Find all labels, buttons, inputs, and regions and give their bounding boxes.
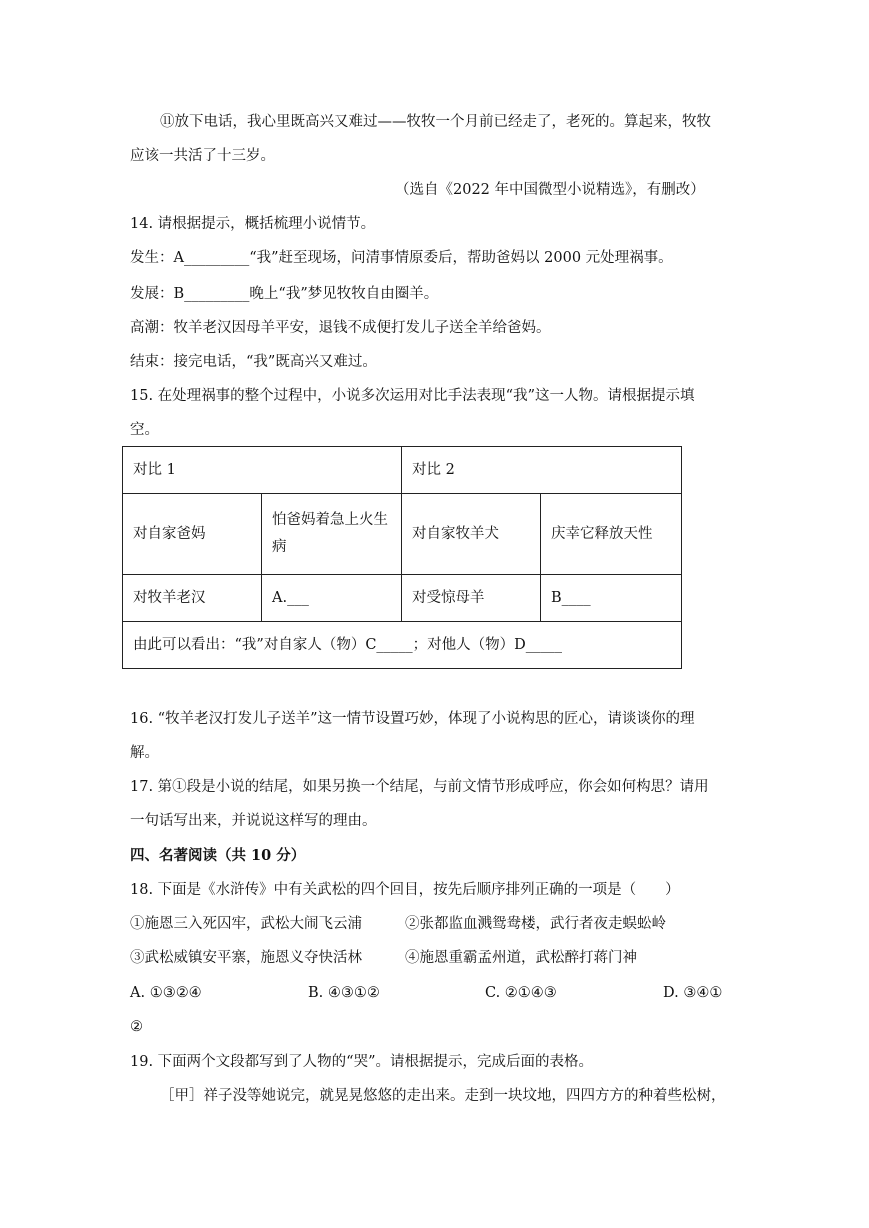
- table-cell-frightened-ewe: 对受惊母羊: [402, 575, 541, 622]
- q17-line2: 一句话写出来，并说说这样写的理由。: [130, 813, 377, 829]
- q19-stem: 19. 下面两个文段都写到了人物的“哭”。请根据提示，完成后面的表格。: [130, 1054, 593, 1070]
- table-cell-own-dog: 对自家牧羊犬: [402, 494, 541, 575]
- q14-item-occurrence: 发生：A_________“我”赶至现场，问清事情原委后，帮助爸妈以 2000 元处理祸事。: [130, 250, 673, 266]
- q17-line1: 17. 第①段是小说的结尾，如果另换一个结尾，与前文情节形成呼应，你会如何构思？请用: [130, 779, 709, 795]
- passage-p11-line1: ⑪放下电话，我心里既高兴又难过——牧牧一个月前已经走了，老死的。算起来，牧牧: [160, 114, 711, 130]
- q15-stem-line1: 15. 在处理祸事的整个过程中，小说多次运用对比手法表现“我”这一人物。请根据提示填: [130, 388, 695, 404]
- table-header-contrast-1: 对比 1: [123, 447, 402, 494]
- section-4-title: 四、名著阅读（共 10 分）: [130, 847, 306, 864]
- q18-stem: 18. 下面是《水浒传》中有关武松的四个回目，按先后顺序排列正确的一项是（ ）: [130, 882, 680, 898]
- q14-item-climax: 高潮：牧羊老汉因母羊平安，退钱不成便打发儿子送全羊给爸妈。: [130, 320, 551, 336]
- q14-item-ending: 结束：接完电话，“我”既高兴又难过。: [130, 354, 377, 370]
- q18-item-2: ②张都监血溅鸳鸯楼，武行者夜走蜈蚣岭: [405, 916, 666, 932]
- q14-item-development: 发展：B_________晚上“我”梦见牧牧自由圈羊。: [130, 286, 439, 302]
- table-cell-blank-b: B____: [541, 575, 682, 622]
- table-cell-old-shepherd: 对牧羊老汉: [123, 575, 262, 622]
- q16-line2: 解。: [130, 745, 159, 761]
- q14-stem: 14. 请根据提示，概括梳理小说情节。: [130, 216, 376, 232]
- q18-option-d: D. ③④①: [663, 985, 723, 1001]
- passage-p11-line2: 应该一共活了十三岁。: [130, 148, 275, 164]
- q18-option-b: B. ④③①②: [308, 985, 380, 1001]
- table-header-contrast-2: 对比 2: [402, 447, 682, 494]
- q19-passage-jia: ［甲］祥子没等她说完，就晃晃悠悠的走出来。走到一块坟地，四四方方的种着些松树，: [160, 1088, 726, 1104]
- table-cell-glad-dog: 庆幸它释放天性: [541, 494, 682, 575]
- table-cell-own-parents: 对自家爸妈: [123, 494, 262, 575]
- q18-option-a: A. ①③②④: [130, 985, 202, 1001]
- q16-line1: 16. “牧羊老汉打发儿子送羊”这一情节设置巧妙，体现了小说构思的匠心，请谈谈你的理: [130, 711, 695, 727]
- q18-item-4: ④施恩重霸孟州道，武松醉打蒋门神: [405, 950, 637, 966]
- q18-item-1: ①施恩三入死囚牢，武松大闹飞云浦: [130, 916, 362, 932]
- q15-stem-line2: 空。: [130, 422, 159, 438]
- passage-source: （选自《2022 年中国微型小说精选》，有删改）: [395, 182, 705, 198]
- q18-item-3: ③武松威镇安平寨，施恩义夺快活林: [130, 950, 362, 966]
- table-footer-conclusion: 由此可以看出：“我”对自家人（物）C_____；对他人（物）D_____: [123, 622, 682, 669]
- q18-option-d-wrap: ②: [130, 1019, 143, 1035]
- contrast-table: [122, 446, 682, 669]
- q18-option-c: C. ②①④③: [485, 985, 557, 1001]
- table-cell-worry-parents: 怕爸妈着急上火生病: [262, 494, 402, 575]
- table-cell-blank-a: A.___: [262, 575, 402, 622]
